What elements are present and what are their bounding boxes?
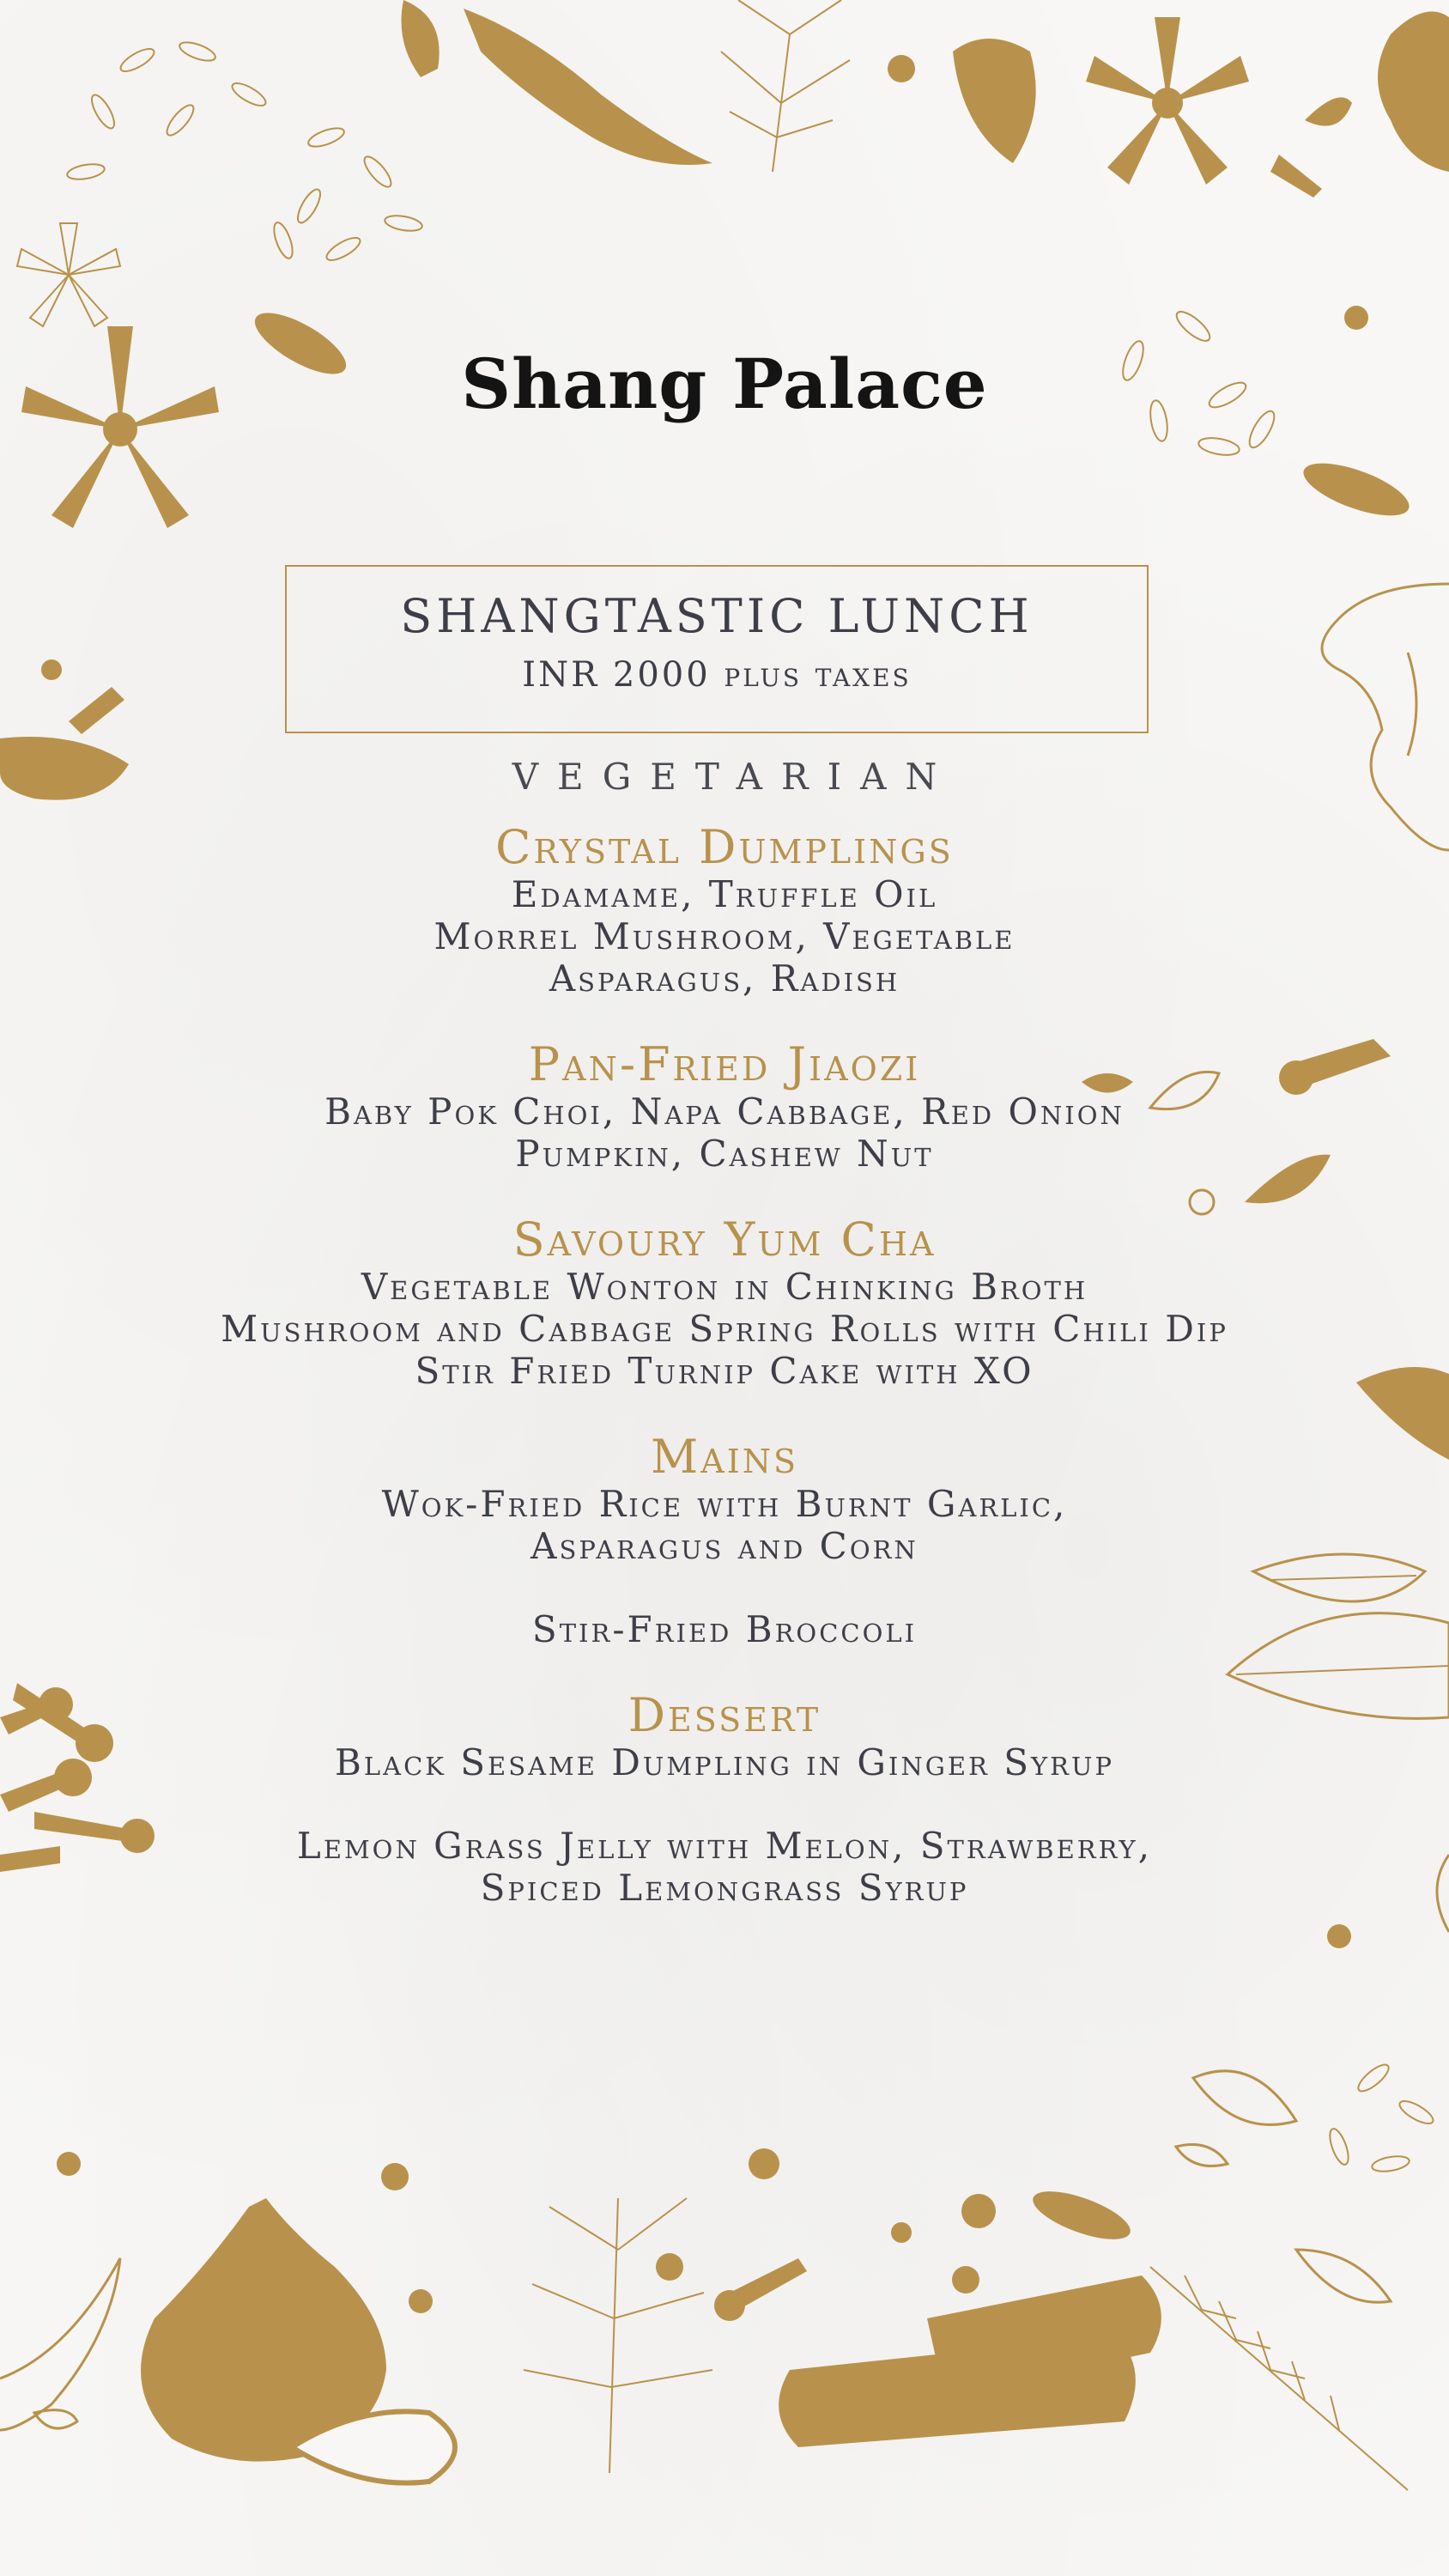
menu <box>0 756 1449 1909</box>
menu-item: Lemon Grass Jelly with Melon, Strawberry, <box>296 1825 1153 1867</box>
menu-item: Stir-Fried Broccoli <box>531 1608 918 1650</box>
menu-item: Baby Pok Choi, Napa Cabbage, Red Onion <box>324 1091 1125 1133</box>
brand-logo: Shang Palace <box>461 343 988 424</box>
offer-title: SHANGTASTIC LUNCH <box>400 589 1034 643</box>
menu-section <box>0 1214 1449 1392</box>
menu-item: Asparagus, Radish <box>549 957 900 999</box>
dill-bottom-icon <box>524 2198 712 2473</box>
menu-item: Mushroom and Cabbage Spring Rolls with Chili Dip <box>221 1308 1228 1350</box>
menu-item: Asparagus and Corn <box>530 1525 919 1567</box>
section-heading: Dessert <box>627 1688 822 1742</box>
menu-item: Stir Fried Turnip Cake with XO <box>415 1350 1034 1392</box>
cumin-seeds-icon <box>66 39 423 264</box>
menu-item: Wok-Fried Rice with Burnt Garlic, <box>381 1483 1068 1525</box>
ginger-icon <box>1378 11 1449 172</box>
section-heading: Crystal Dumplings <box>495 820 954 874</box>
offer-box <box>285 565 1149 733</box>
cinnamon-stick-icon <box>779 2275 1161 2447</box>
menu-item: Spiced Lemongrass Syrup <box>480 1867 969 1909</box>
rosemary-icon <box>1150 2267 1408 2490</box>
section-heading: Mains <box>650 1430 799 1484</box>
menu-category: VEGETARIAN <box>512 756 956 798</box>
menu-item: Morrel Mushroom, Vegetable <box>433 915 1016 957</box>
star-anise-icon <box>1086 17 1249 185</box>
menu-section <box>0 1039 1449 1175</box>
garlic-icon <box>141 2198 455 2483</box>
mint-leaf-icon <box>953 39 1036 163</box>
dill-icon <box>721 0 850 172</box>
menu-item: Black Sesame Dumpling in Ginger Syrup <box>335 1741 1114 1783</box>
menu-section <box>0 1431 1449 1650</box>
section-heading: Pan-Fried Jiaozi <box>528 1037 921 1091</box>
chili-icon <box>464 9 712 165</box>
menu-item: Edamame, Truffle Oil <box>511 873 938 915</box>
menu-section <box>0 822 1449 999</box>
menu-item: Vegetable Wonton in Chinking Broth <box>361 1266 1088 1308</box>
menu-section <box>0 1690 1449 1909</box>
section-heading: Savoury Yum Cha <box>512 1212 937 1267</box>
menu-item: Pumpkin, Cashew Nut <box>515 1133 934 1175</box>
offer-price: INR 2000 plus taxes <box>522 655 912 695</box>
star-anise-outline-icon <box>17 223 120 326</box>
